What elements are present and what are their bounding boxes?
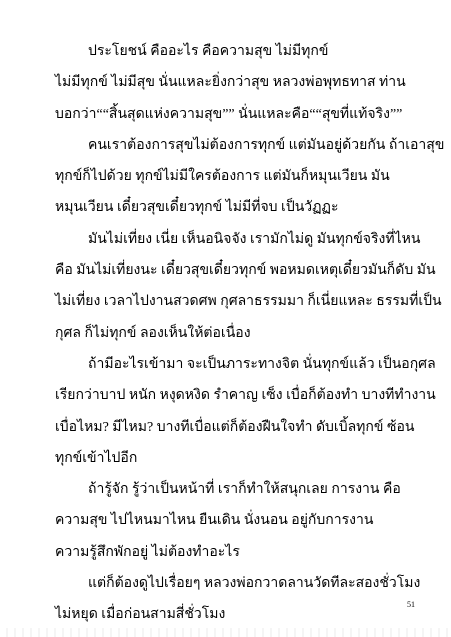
text-line: ความรู้สึกพักอยู่ ไม่ต้องทำอะไร xyxy=(55,544,240,560)
text-line: มันไม่เที่ยง เนี่ย เห็นอนิจจัง เรามักไม่ดู มันทุกข์จริงที่ไหน xyxy=(88,231,421,247)
text-line: ทุกข์เข้าไปอีก xyxy=(55,450,138,466)
text-line: ไม่มีทุกข์ ไม่มีสุข นั่นแหละยิ่งกว่าสุข หลวงพ่อพุทธทาส ท่าน xyxy=(55,75,406,91)
text-line: คนเราต้องการสุขไม่ต้องการทุกข์ แต่มันอยู่ด้วยกัน ถ้าเอาสุข xyxy=(88,137,445,153)
text-line: ทุกข์ก็ไปด้วย ทุกข์ไม่มีใครต้องการ แต่มันก็หมุนเวียน มัน xyxy=(55,169,390,185)
text-line: เรียกว่าบาป หนัก หงุดหงิด รำคาญ เซ็ง เบื่อก็ต้องทำ บางทีทำงาน xyxy=(55,388,436,404)
text-line: ความสุข ไปไหนมาไหน ยืนเดิน นั่งนอน อยู่กับการงาน xyxy=(55,513,374,529)
text-line: ถ้ารู้จัก รู้ว่าเป็นหน้าที่ เราก็ทำให้สนุกเลย การงาน คือ xyxy=(88,482,401,498)
text-line: คือ มันไม่เที่ยงนะ เดี๋ยวสุขเดี๋ยวทุกข์ พอหมดเหตุเดี๋ยวมันก็ดับ มัน xyxy=(55,263,436,279)
text-line: ถ้ามีอะไรเข้ามา จะเป็นภาระทางจิต นั่นทุกข์แล้ว เป็นอกุศล xyxy=(88,356,436,372)
text-line: เบื่อไหม? มีไหม? บางทีเบื่อแต่ก็ต้องฝืนใจทำ ดับเบิ้ลทุกข์ ซ้อน xyxy=(55,419,415,435)
text-line: กุศล ก็ไม่ทุกข์ ลองเห็นให้ต่อเนื่อง xyxy=(55,325,251,341)
text-line: บอกว่า““สิ้นสุดแห่งความสุข”” นั่นแหละคือ““สุขที่แท้จริง”” xyxy=(55,106,403,122)
text-line: แต่ก็ต้องดูไปเรื่อยๆ หลวงพ่อกวาดลานวัดทีละสองชั่วโมง xyxy=(88,576,421,592)
text-line: ไม่เที่ยง เวลาไปงานสวดศพ กุศลาธรรมมา ก็เนี่ยแหละ ธรรมที่เป็น xyxy=(55,294,442,310)
page-number: 51 xyxy=(407,600,415,609)
bottom-edge-artifact xyxy=(0,628,451,637)
text-line: ไม่หยุด เมื่อก่อนสามสี่ชั่วโมง xyxy=(55,607,226,623)
text-line: หมุนเวียน เดี๋ยวสุขเดี๋ยวทุกข์ ไม่มีที่จบ เป็นวัฏฏะ xyxy=(55,200,339,216)
text-line: ประโยชน์ คืออะไร คือความสุข ไม่มีทุกข์ xyxy=(88,44,329,59)
body-text xyxy=(55,36,445,631)
